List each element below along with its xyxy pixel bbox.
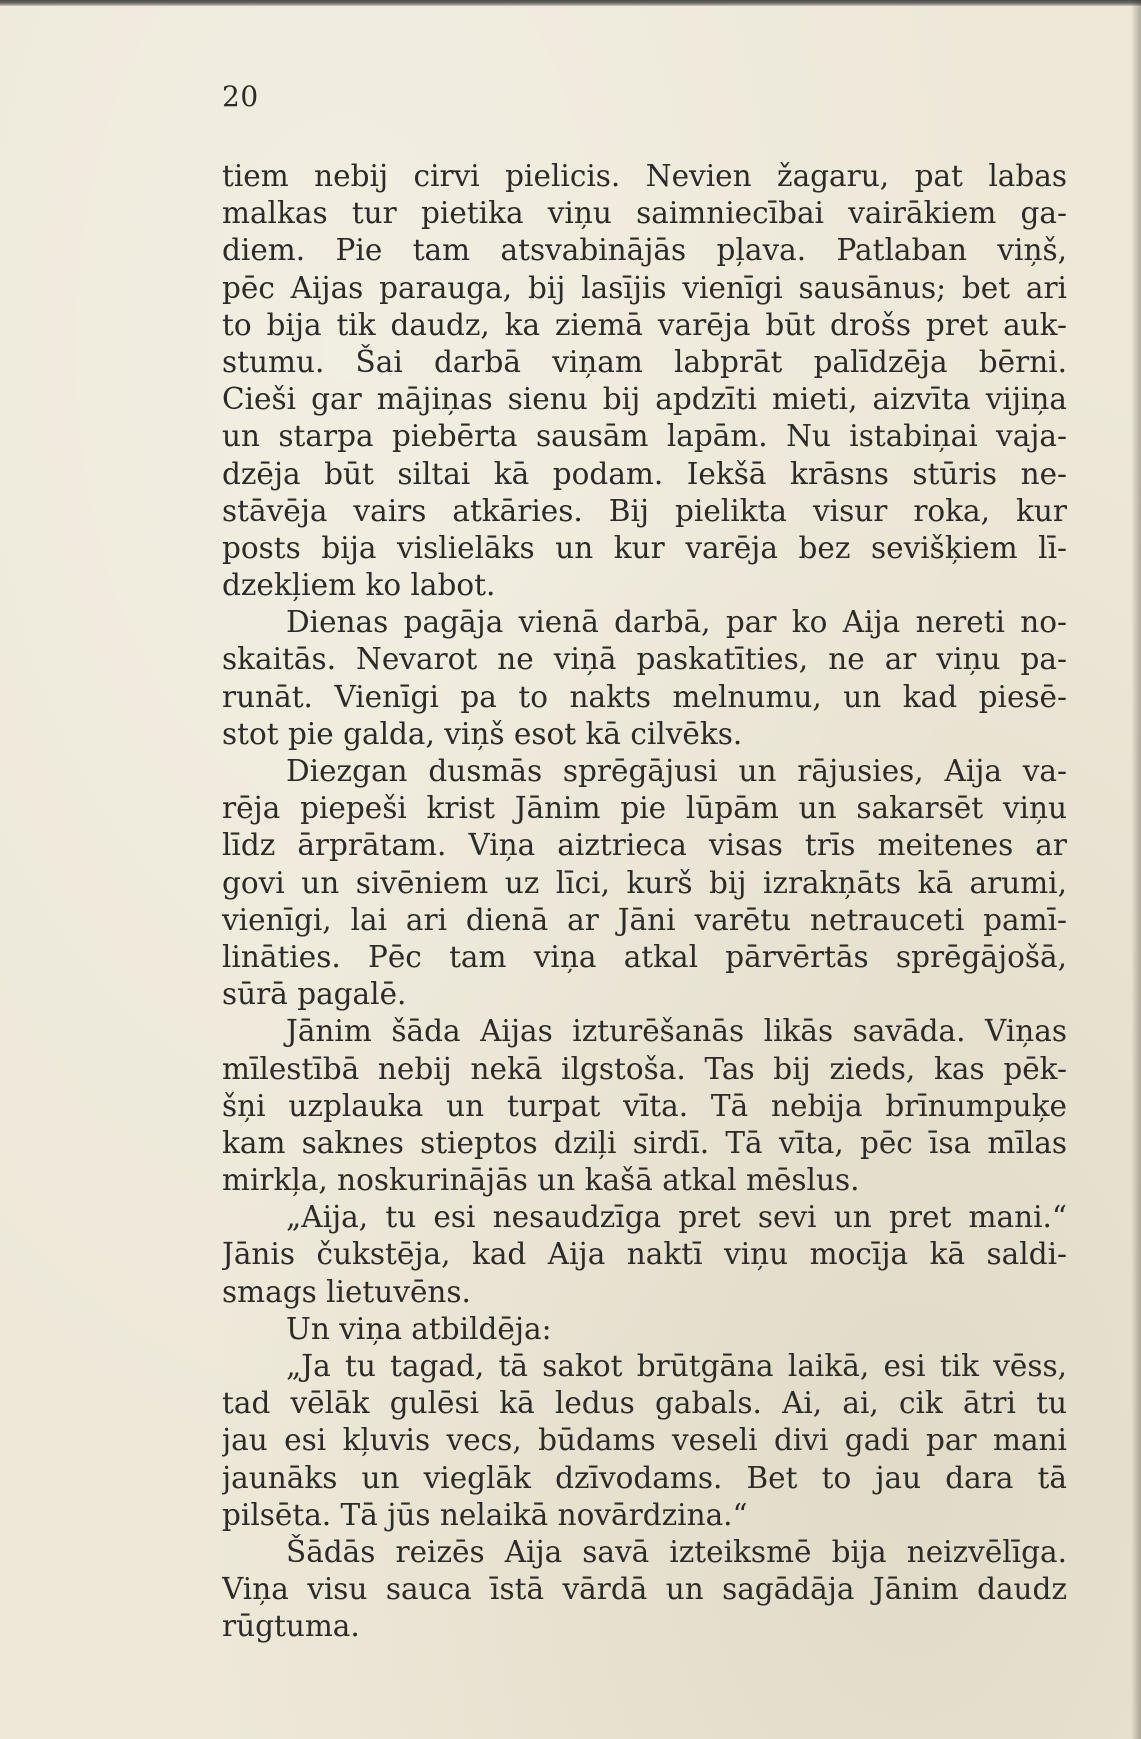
text-line: to bija tik daudz, ka ziemā varēja būt drošs pret auk- [222,307,1067,342]
text-line: līdz ārprātam. Viņa aiztrieca visas trīs meitenes ar [222,828,1067,863]
text-line: sūrā pagalē. [222,977,407,1012]
page-number: 20 [222,80,259,113]
text-line: pilsēta. Tā jūs nelaikā novārdzina.“ [222,1497,748,1532]
page-right-edge-shadow [1131,0,1141,1739]
text-line: Dienas pagāja vienā darbā, par ko Aija nereti no- [286,605,1067,640]
text-line: govi un sivēniem uz līci, kurš bij izrakņāts kā arumi, [222,865,1067,900]
text-line: runāt. Vienīgi pa to nakts melnumu, un kad piesē- [222,679,1067,714]
text-line: rūgtuma. [222,1609,360,1644]
text-line: tiem nebij cirvi pielicis. Nevien žagaru, pat labas [222,159,1067,193]
text-line: Jānis čukstēja, kad Aija naktī viņu mocīja kā saldi- [222,1237,1067,1272]
text-line: „Ja tu tagad, tā sakot brūtgāna laikā, esi tik vēss, [286,1349,1067,1383]
text-line: diem. Pie tam atsvabinājās pļava. Patlaban viņš, [222,233,1067,268]
body-text [222,158,1067,1646]
text-line: stāvēja vairs atkāries. Bij pielikta visur roka, kur [222,493,1067,528]
text-line: kam saknes stieptos dziļi sirdī. Tā vīta, pēc īsa mīlas [222,1125,1067,1160]
text-line: un starpa piebērta sausām lapām. Nu istabiņai vaja- [222,419,1067,454]
text-line: jau esi kļuvis vecs, būdams veseli divi gadi par mani [222,1423,1067,1458]
text-line: tad vēlāk gulēsi kā ledus gabals. Ai, ai, cik ātri tu [222,1386,1067,1421]
text-line: smags lietuvēns. [222,1274,471,1309]
text-line: mīlestībā nebij nekā ilgstoša. Tas bij zieds, kas pēk- [222,1051,1067,1086]
text-line: šņi uzplauka un turpat vīta. Tā nebija brīnumpuķe [222,1088,1067,1123]
text-line: pēc Aijas parauga, bij lasījis vienīgi sausānus; bet ari [222,270,1067,305]
text-line: „Aija, tu esi nesaudzīga pret sevi un pret mani.“ [286,1200,1067,1235]
text-line: Cieši gar mājiņas sienu bij apdzīti mieti, aizvīta vijiņa [222,382,1067,417]
text-line: dzēja būt siltai kā podam. Iekšā krāsns stūris ne- [222,456,1067,491]
text-line: Viņa visu sauca īstā vārdā un sagādāja Jānim daudz [222,1572,1067,1607]
text-line: Un viņa atbildēja: [286,1311,552,1346]
text-line: Diezgan dusmās sprēgājusi un rājusies, Aija va- [286,754,1067,788]
text-line: stot pie galda, viņš esot kā cilvēks. [222,716,743,751]
text-line: dzekļiem ko labot. [222,568,496,603]
text-line: jaunāks un vieglāk dzīvodams. Bet to jau dara tā [222,1460,1067,1495]
text-line: lināties. Pēc tam viņa atkal pārvērtās sprēgājošā, [222,939,1067,974]
text-line: stumu. Šai darbā viņam labprāt palīdzēja bērni. [222,344,1067,379]
text-line: rēja piepeši krist Jānim pie lūpām un sakarsēt viņu [222,791,1067,826]
page-top-edge [0,0,1141,6]
text-line: skaitās. Nevarot ne viņā paskatīties, ne ar viņu pa- [222,642,1067,677]
text-line: mirkļa, noskurinājās un kašā atkal mēslus. [222,1163,860,1198]
text-line: vienīgi, lai ari dienā ar Jāni varētu netrauceti pamī- [222,902,1067,937]
text-line: Jānim šāda Aijas izturēšanās likās savāda. Viņas [286,1014,1067,1049]
text-line: Šādās reizēs Aija savā izteiksmē bija neizvēlīga. [286,1534,1067,1569]
text-line: posts bija vislielāks un kur varēja bez sevišķiem lī- [222,530,1067,565]
text-line: malkas tur pietika viņu saimniecībai vairākiem ga- [222,196,1067,231]
